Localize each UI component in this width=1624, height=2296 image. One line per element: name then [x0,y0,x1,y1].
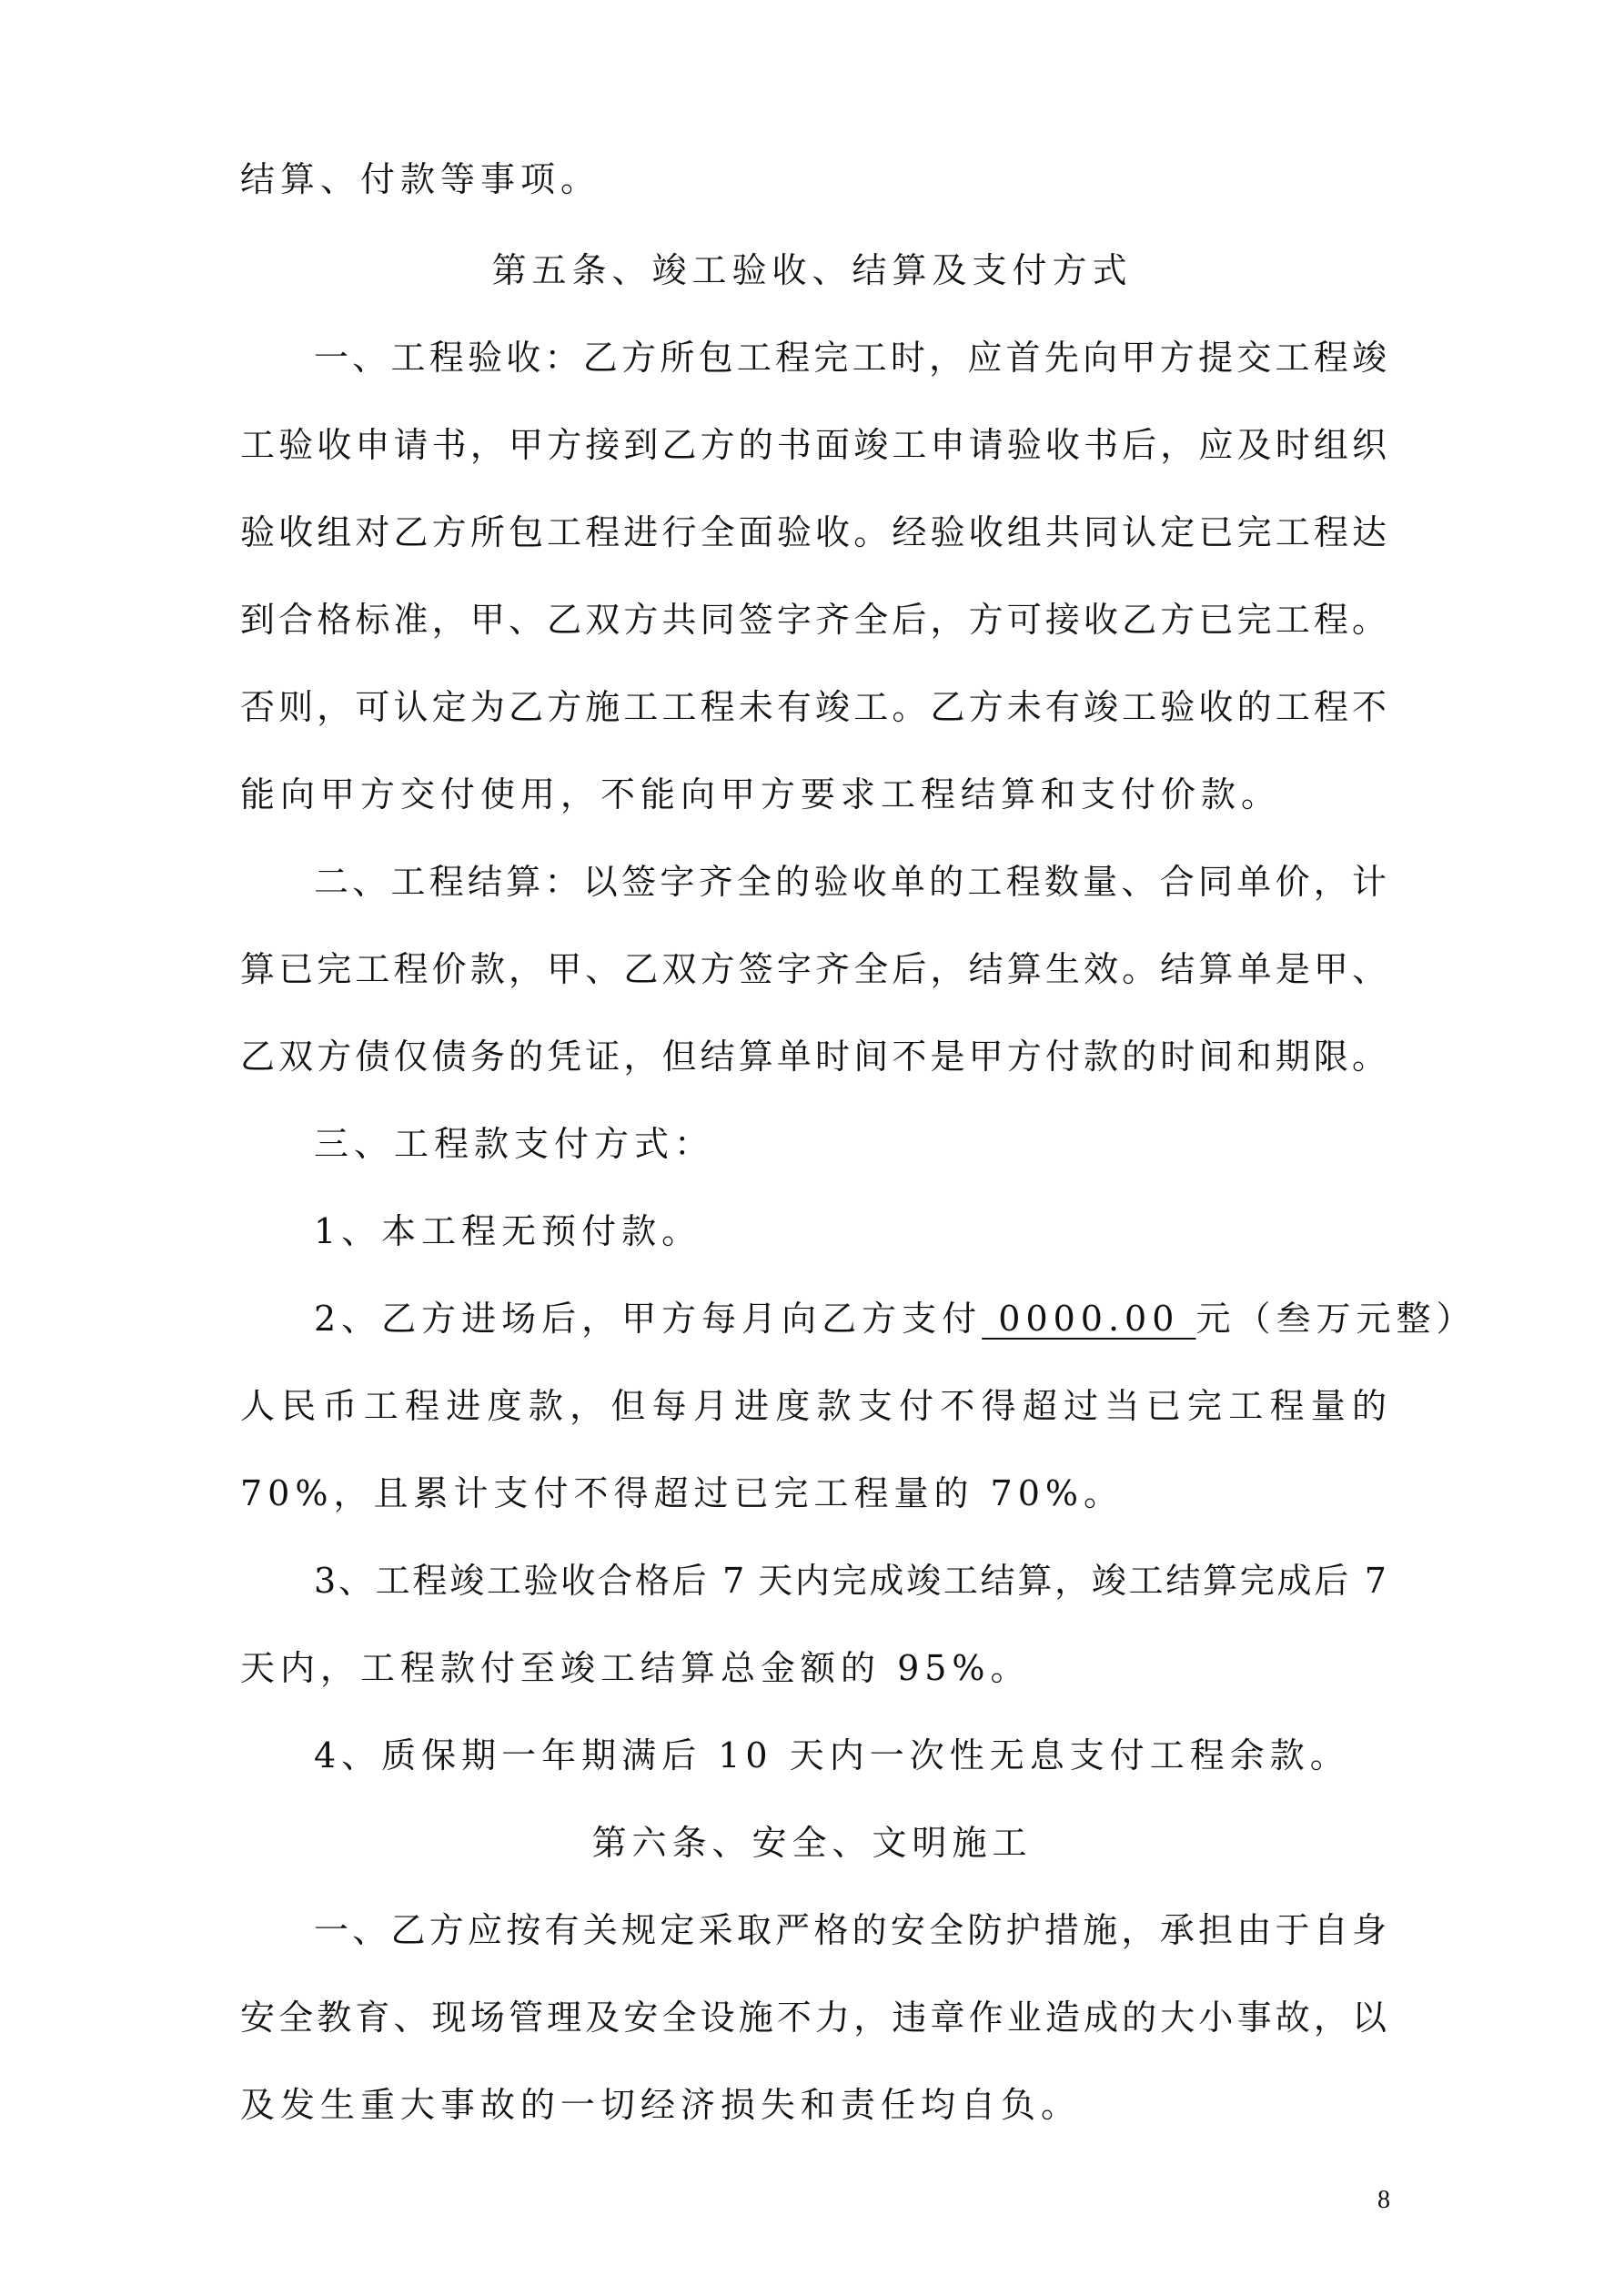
paragraph-line: 三、工程款支付方式： [314,1124,715,1164]
paragraph-line: 天内，工程款付至竣工结算总金额的 95%。 [240,1648,1031,1688]
section-heading-fifth-article: 第五条、竣工验收、结算及支付方式 [491,250,1133,290]
paragraph-line: 二、工程结算：以签字齐全的验收单的工程数量、合同单价，计 [314,862,1387,902]
page-number: 8 [1377,2186,1390,2214]
section-heading-sixth-article: 第六条、安全、文明施工 [591,1823,1033,1863]
paragraph-line: 3、工程竣工验收合格后 7 天内完成竣工结算，竣工结算完成后 7 [314,1561,1387,1601]
payment-suffix: 元（叁万元整） [1195,1299,1477,1339]
paragraph-line: 70%，且累计支付不得超过已完工程量的 70%。 [240,1473,1125,1513]
paragraph-line: 工验收申请书，甲方接到乙方的书面竣工申请验收书后，应及时组织 [240,425,1387,465]
paragraph-line: 到合格标准，甲、乙双方共同签字齐全后，方可接收乙方已完工程。 [240,600,1387,640]
payment-amount-blank: 0000.00 [982,1299,1196,1339]
paragraph-line: 验收组对乙方所包工程进行全面验收。经验收组共同认定已完工程达 [240,512,1387,552]
payment-amount-line [314,1298,1477,1340]
payment-prefix: 2、乙方进场后，甲方每月向乙方支付 [314,1299,983,1339]
paragraph-line: 结算、付款等事项。 [240,159,601,199]
paragraph-line: 算已完工程价款，甲、乙双方签字齐全后，结算生效。结算单是甲、 [240,949,1387,989]
paragraph-line: 1、本工程无预付款。 [314,1211,702,1251]
paragraph-line: 一、工程验收：乙方所包工程完工时，应首先向甲方提交工程竣 [314,338,1387,378]
paragraph-line: 乙双方债仅债务的凭证，但结算单时间不是甲方付款的时间和期限。 [240,1037,1387,1077]
paragraph-line: 4、质保期一年期满后 10 天内一次性无息支付工程余款。 [314,1735,1350,1775]
paragraph-line: 安全教育、现场管理及安全设施不力，违章作业造成的大小事故，以 [240,1998,1387,2038]
paragraph-line: 人民币工程进度款，但每月进度款支付不得超过当已完工程量的 [240,1386,1387,1426]
paragraph-line: 一、乙方应按有关规定采取严格的安全防护措施，承担由于自身 [314,1910,1387,1950]
paragraph-line: 否则，可认定为乙方施工工程未有竣工。乙方未有竣工验收的工程不 [240,687,1387,727]
paragraph-line: 及发生重大事故的一切经济损失和责任均自负。 [240,2085,1082,2125]
paragraph-line: 能向甲方交付使用，不能向甲方要求工程结算和支付价款。 [240,774,1282,814]
